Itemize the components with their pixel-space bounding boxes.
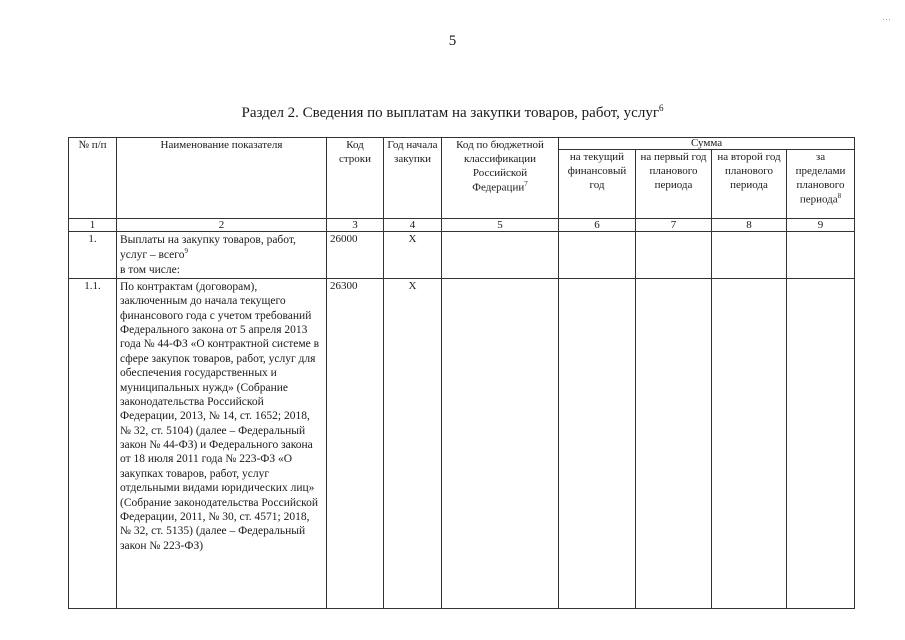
table-row bbox=[69, 232, 855, 279]
header-second-year: на второй год планового периода bbox=[712, 150, 787, 219]
column-number: 3 bbox=[327, 219, 384, 232]
margin-mark: … bbox=[882, 12, 891, 22]
column-number: 5 bbox=[442, 219, 559, 232]
row-name-text: Выплаты на закупку товаров, работ, услуг – всего bbox=[120, 234, 296, 262]
header-row-1 bbox=[69, 138, 855, 150]
budget-code-footnote: 7 bbox=[524, 180, 528, 189]
row-name: По контрактам (договорам), заключенным до начала текущего финансового года с учетом требований Федерального закона от 5 апреля 2013 года № 44-ФЗ «О контрактной системе в сфере закупок товаров, работ, услуг для обеспечения государственных и муниципальных нужд» (Собрание законодательства Российской Федерации, 2013, № 14, ст. 1652; 2018, № 32, ст. 5104) (далее – Федеральный закон № 44-ФЗ) и Федерального закона от 18 июля 2011 года № 223-ФЗ «О закупках товаров, работ, услуг отдельными видами юридических лиц» (Собрание законодательства Российской Федерации, 2011, № 30, ст. 4571; 2018, № 32, ст. 5135) (далее – Федеральный закон № 223-ФЗ) bbox=[117, 278, 327, 608]
header-beyond bbox=[787, 150, 855, 219]
section-title bbox=[0, 103, 905, 122]
row-code: 26000 bbox=[327, 232, 384, 279]
row-number: 1. bbox=[69, 232, 117, 279]
page-number: 5 bbox=[448, 33, 457, 49]
header-first-year: на первый год планового периода bbox=[636, 150, 712, 219]
column-number: 1 bbox=[69, 219, 117, 232]
row-beyond-cell bbox=[787, 278, 855, 608]
column-number: 7 bbox=[636, 219, 712, 232]
row-year: X bbox=[384, 232, 442, 279]
row-first-year-cell bbox=[636, 232, 712, 279]
row-budget-code-cell bbox=[442, 232, 559, 279]
section-title-text: Раздел 2. Сведения по выплатам на закупки товаров, работ, услуг bbox=[241, 105, 659, 121]
header-budget-code-text: Код по бюджетной классификации Российской Федерации bbox=[456, 139, 544, 194]
title-footnote: 6 bbox=[658, 103, 664, 113]
header-budget-code bbox=[442, 138, 559, 219]
header-sum-group: Сумма bbox=[559, 138, 855, 150]
row-number: 1.1. bbox=[69, 278, 117, 608]
row-budget-code-cell bbox=[442, 278, 559, 608]
table-row bbox=[69, 278, 855, 608]
row-year: X bbox=[384, 278, 442, 608]
column-number: 6 bbox=[559, 219, 636, 232]
column-number-row bbox=[69, 219, 855, 232]
row-code: 26300 bbox=[327, 278, 384, 608]
column-number: 9 bbox=[787, 219, 855, 232]
column-number: 8 bbox=[712, 219, 787, 232]
header-code: Код строки bbox=[327, 138, 384, 219]
row-name-footnote: 9 bbox=[184, 247, 188, 256]
column-number: 4 bbox=[384, 219, 442, 232]
payments-table bbox=[68, 137, 855, 609]
header-beyond-text: за пределами планового периода bbox=[795, 151, 846, 206]
row-current-year-cell bbox=[559, 232, 636, 279]
header-year: Год начала закупки bbox=[384, 138, 442, 219]
row-name-tail: в том числе: bbox=[120, 263, 180, 276]
row-second-year-cell bbox=[712, 278, 787, 608]
row-first-year-cell bbox=[636, 278, 712, 608]
row-current-year-cell bbox=[559, 278, 636, 608]
header-num: № п/п bbox=[69, 138, 117, 219]
column-number: 2 bbox=[117, 219, 327, 232]
beyond-footnote: 8 bbox=[837, 192, 842, 201]
row-beyond-cell bbox=[787, 232, 855, 279]
header-name: Наименование показателя bbox=[117, 138, 327, 219]
row-name bbox=[117, 232, 327, 279]
row-second-year-cell bbox=[712, 232, 787, 279]
header-current-year: на текущий финансовый год bbox=[559, 150, 636, 219]
